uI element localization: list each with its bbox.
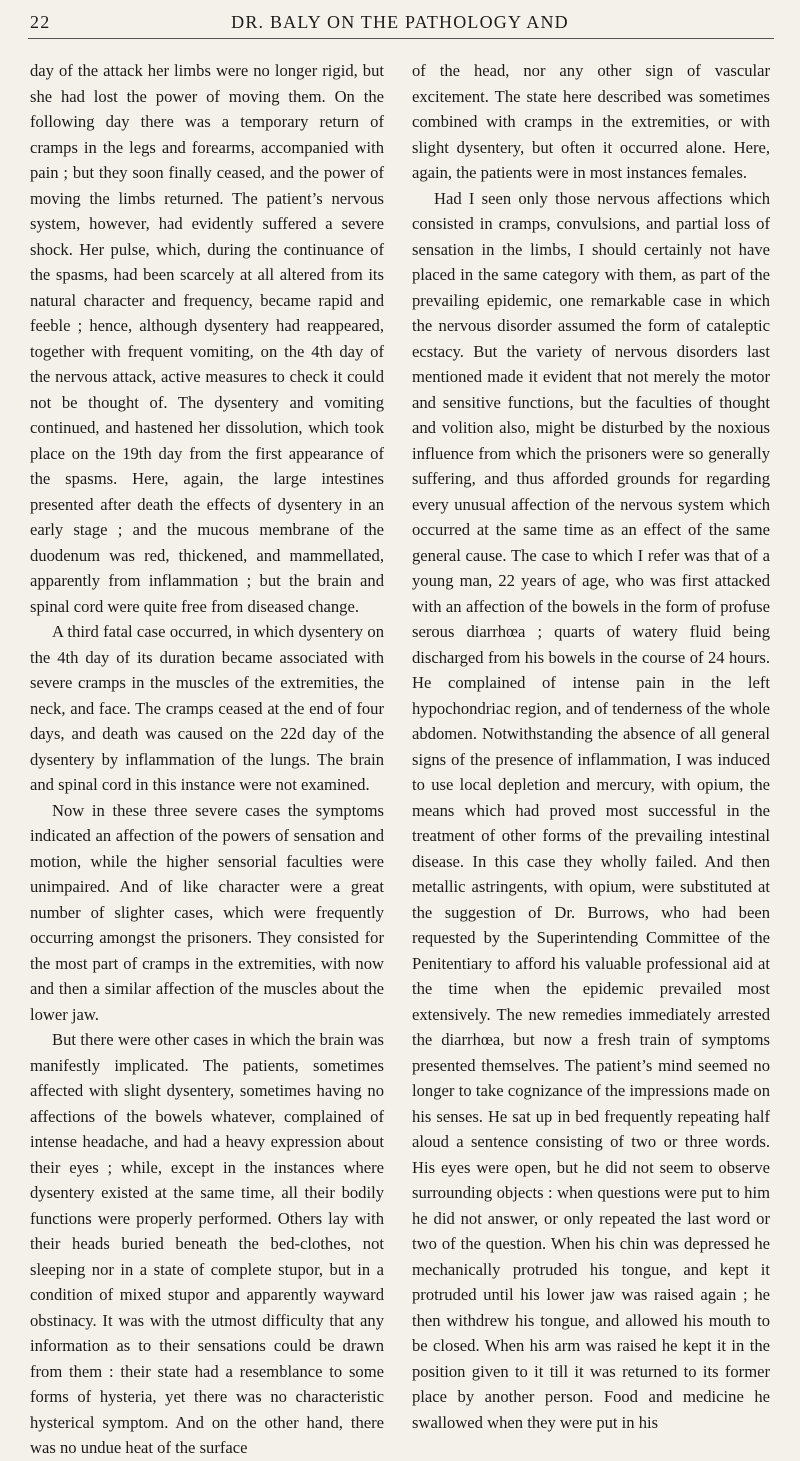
header-rule — [28, 38, 774, 39]
paragraph: But there were other cases in which the brain was manifestly implicated. The patients, sometimes affected with slight dysentery, sometimes having no affections of the bowels whatever, complained of intense headache, and had a heavy expression about their eyes ; while, except in the instances where dysentery existed at the same time, all their bodily functions were properly performed. Others lay with their heads buried beneath the bed-clothes, not sleeping nor in a state of complete stupor, but in a condition of mixed stupor and apparently wayward obstinacy. It was with the utmost difficulty that any information as to their sensations could be drawn from them : their state had a resemblance to some forms of hysteria, yet there was no characteristic hysterical symptom. And on the other hand, there was no undue heat of the surface — [30, 1030, 384, 1457]
right-column — [412, 58, 770, 1435]
paragraph: A third fatal case occurred, in which dysentery on the 4th day of its duration became associated with severe cramps in the muscles of the extremities, the neck, and face. The cramps ceased at the end of four days, and death was caused on the 22d day of the dysentery by inflammation of the lungs. The brain and spinal cord in this instance were not examined. — [30, 622, 384, 794]
paragraph: day of the attack her limbs were no longer rigid, but she had lost the power of moving them. On the following day there was a temporary return of cramps in the legs and forearms, accompanied with pain ; but they soon finally ceased, and the power of moving the limbs returned. The patient’s nervous system, however, had evidently suffered a severe shock. Her pulse, which, during the continuance of the spasms, had been scarcely at all altered from its natural character and frequency, became rapid and feeble ; hence, although dysentery had reappeared, together with frequent vomiting, on the 4th day of the nervous attack, active measures to check it could not be thought of. The dysentery and vomiting continued, and hastened her dissolution, which took place on the 19th day from the first appearance of the spasms. Here, again, the large intestines presented after death the effects of dysentery in an early stage ; and the mucous membrane of the duodenum was red, thickened, and mammellated, apparently from inflammation ; but the brain and spinal cord were quite free from diseased change. — [30, 61, 384, 616]
paragraph: of the head, nor any other sign of vascular excitement. The state here described was sometimes combined with cramps in the extremities, or with slight dysentery, but often it occurred alone. Here, again, the patients were in most instances females. — [412, 61, 770, 182]
running-head: DR. BALY ON THE PATHOLOGY AND — [231, 12, 569, 32]
paragraph: Now in these three severe cases the symptoms indicated an affection of the powers of sensation and motion, while the higher sensorial faculties were unimpaired. And of like character were a great number of slighter cases, which were frequently occurring amongst the prisoners. They consisted for the most part of cramps in the extremities, with now and then a similar affection of the muscles about the lower jaw. — [30, 800, 384, 1024]
paragraph: Had I seen only those nervous affections which consisted in cramps, convulsions, and partial loss of sensation in the limbs, I should certainly not have placed in the same category with them, as part of the prevailing epidemic, one remarkable case in which the nervous disorder assumed the form of cataleptic ecstacy. But the variety of nervous disorders last mentioned made it evident that not merely the motor and sensitive functions, but the faculties of thought and volition also, might be disturbed by the noxious influence from which the prisoners were so generally suffering, and thus afforded grounds for regarding every unusual affection of the nervous system which occurred at the same time as an effect of the same general cause. The case to which I refer was that of a young man, 22 years of age, who was first attacked with an affection of the bowels in the form of profuse serous diarrhœa ; quarts of watery fluid being discharged from his bowels in the course of 24 hours. He complained of intense pain in the left hypochondriac region, and of tenderness of the whole abdomen. Notwithstanding the absence of all general signs of the presence of inflammation, I was induced to use local depletion and mercury, with opium, the means which had proved most successful in the treatment of other forms of the prevailing intestinal disease. In this case they wholly failed. And then metallic astringents, with opium, were substituted at the suggestion of Dr. Burrows, who had been requested by the Superintending Committee of the Penitentiary to afford his valuable professional aid at the time when the epidemic prevailed most extensively. The new remedies immediately arrested the diarrhœa, but now a fresh train of symptoms presented themselves. The patient’s mind seemed no longer to take cognizance of the impressions made on his senses. He sat up in bed frequently repeating half aloud a sentence consisting of two or three words. His eyes were open, but he did not seem to observe surrounding objects : when questions were put to him he did not answer, or only repeated the last word or two of the question. When his chin was depressed he mechanically protruded his tongue, and kept it protruded until his lower jaw was raised again ; he then withdrew his tongue, and allowed his mouth to be closed. When his arm was raised he kept it in the position given to it till it was returned to its former place by another person. Food and medicine he swallowed when they were put in his — [412, 188, 770, 1432]
left-column — [30, 58, 384, 1461]
page-number: 22 — [30, 12, 51, 32]
page-header — [30, 10, 770, 36]
